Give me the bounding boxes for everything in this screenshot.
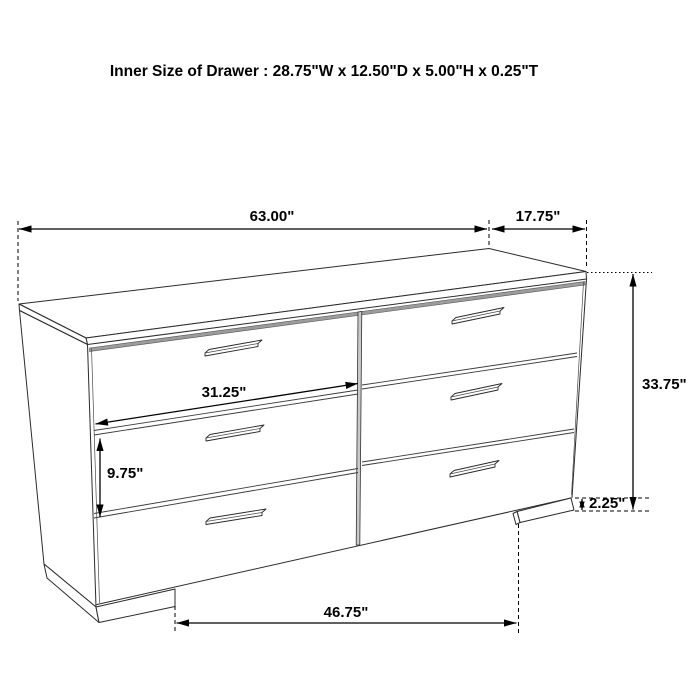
dim-drawer-width [96, 384, 359, 425]
diagram-title: Inner Size of Drawer : 28.75"W x 12.50"D x 5.00"H x 0.25"T [109, 63, 539, 80]
dim-overall-height [633, 274, 687, 510]
dim-drawer-height [100, 439, 143, 518]
cabinet-right-edge [572, 279, 587, 498]
drawer-handle-top-right [452, 308, 504, 325]
dim-base-inner-width [177, 604, 517, 623]
dresser-drawing [19, 249, 587, 623]
drawer-handle-bottom-right [450, 461, 499, 478]
right-sep1-bottom [362, 357, 577, 390]
dresser-left-side-panel [20, 311, 97, 608]
right-sep2-top [362, 429, 574, 462]
right-sep2-bottom [362, 433, 574, 466]
dim-overall-width [19, 208, 487, 229]
drawer-handle-bottom-left [206, 509, 266, 525]
base-height-label: 2.25" [589, 495, 626, 512]
center-divider [356, 312, 362, 546]
dim-overall-depth [492, 208, 585, 229]
overall-depth-label: 17.75" [515, 208, 561, 225]
base-right-leg [517, 498, 574, 523]
drawer-handle-top-left [205, 340, 262, 356]
base-left-leg [96, 589, 175, 623]
drawer-right-edge [572, 282, 584, 495]
drawer-handle-middle-left [206, 425, 264, 441]
dim-base-height [582, 495, 625, 512]
drawer-width-label: 31.25" [201, 384, 247, 401]
overall-width-label: 63.00" [249, 208, 295, 225]
base-inner-width-label: 46.75" [323, 604, 369, 621]
right-sep1-top [362, 353, 577, 385]
overall-height-label: 33.75" [642, 376, 687, 393]
drawer-handle-middle-right [451, 384, 502, 401]
cabinet-bottom-edge [97, 498, 571, 605]
drawer-height-label: 9.75" [107, 465, 144, 482]
